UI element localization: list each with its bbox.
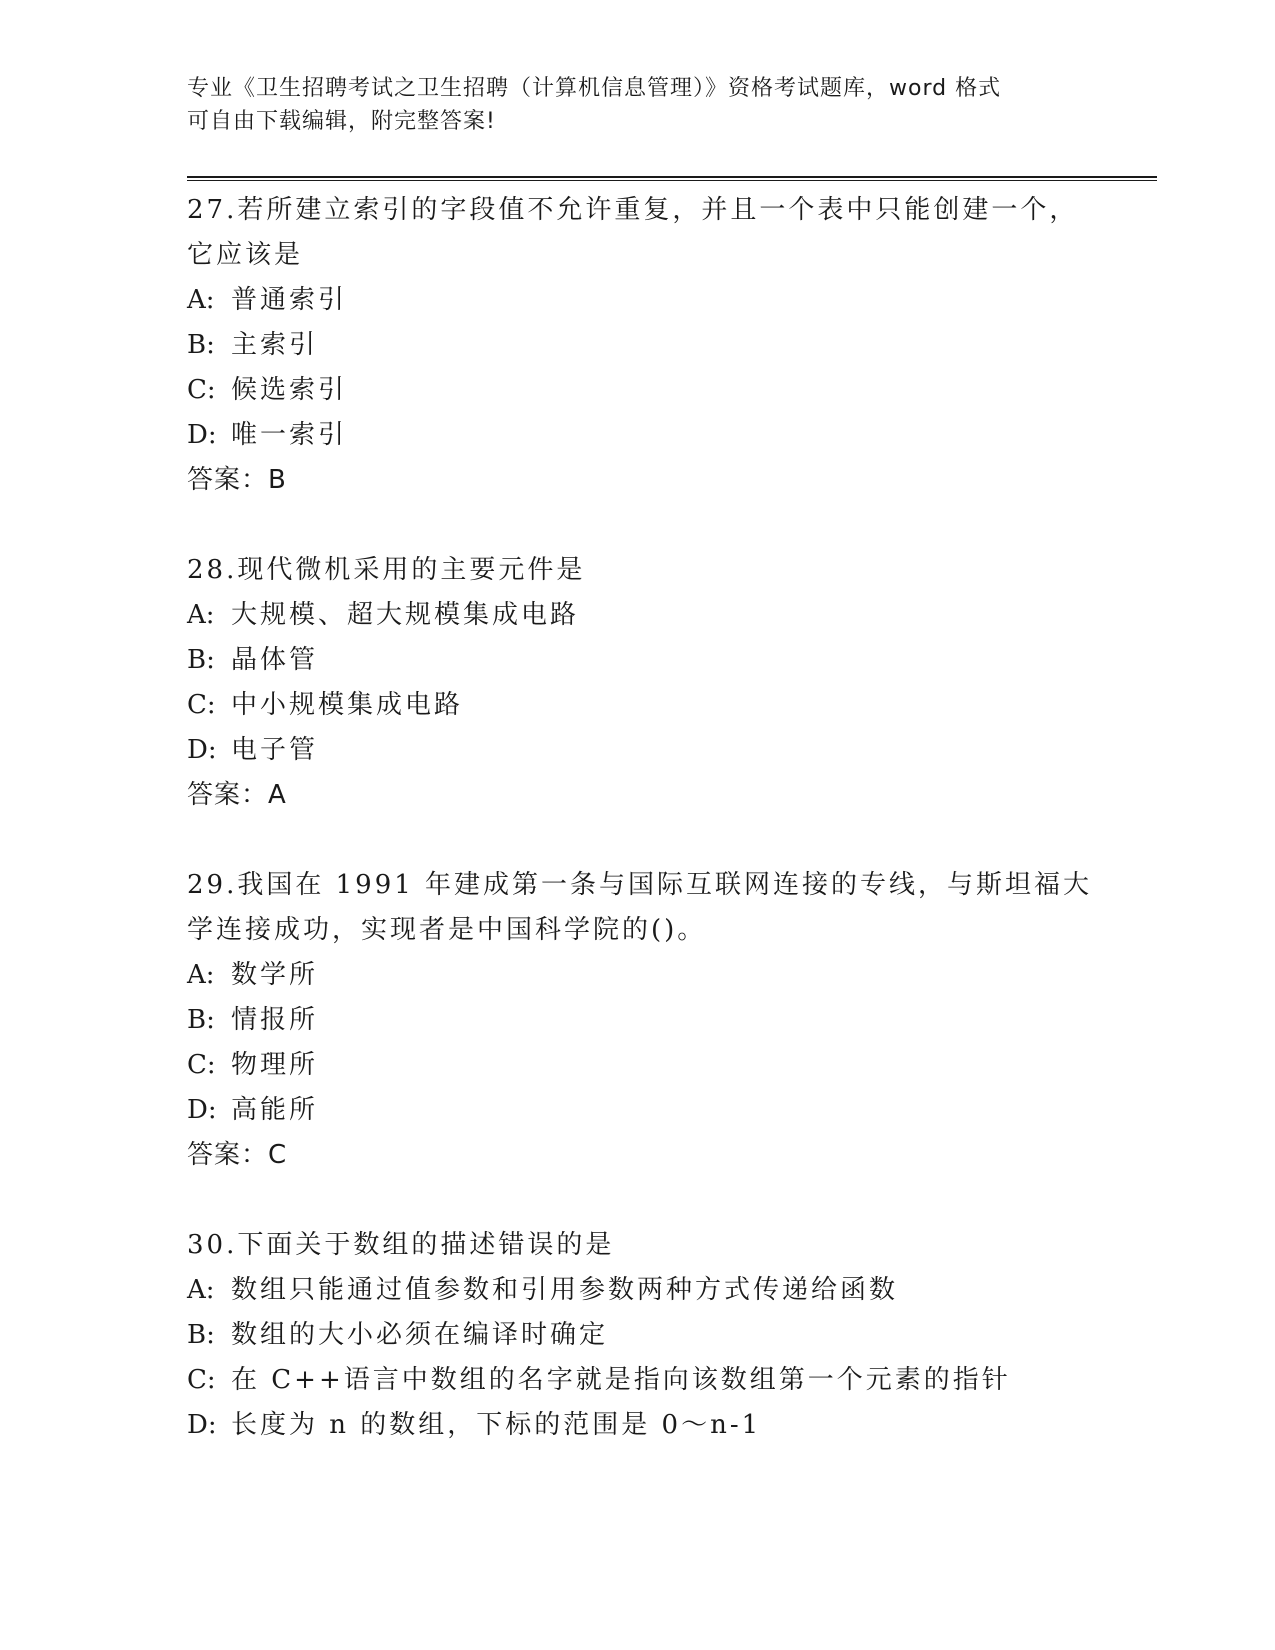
- question-27: [187, 188, 1087, 503]
- option-d: [187, 1403, 1087, 1448]
- option-text: 唯一索引: [231, 420, 348, 450]
- option-text: 普通索引: [231, 285, 348, 315]
- option-text: 情报所: [231, 1005, 319, 1035]
- option-c: [187, 368, 1087, 413]
- option-text: 数组只能通过值参数和引用参数两种方式传递给函数: [231, 1275, 899, 1305]
- option-d: [187, 413, 1087, 458]
- option-key: A:: [187, 1275, 215, 1305]
- question-30: [187, 1223, 1087, 1448]
- answer-line: 答案：A: [187, 780, 287, 810]
- option-key: C:: [187, 1365, 216, 1395]
- option-key: D:: [187, 1095, 217, 1125]
- option-text: 长度为 n 的数组，下标的范围是 0～n-1: [231, 1410, 762, 1440]
- question-text: 学连接成功，实现者是中国科学院的()。: [187, 915, 707, 945]
- option-a: [187, 953, 1087, 998]
- option-c: [187, 683, 1087, 728]
- option-key: C:: [187, 375, 216, 405]
- option-text: 电子管: [231, 735, 319, 765]
- option-b: [187, 323, 1087, 368]
- header-divider: [187, 176, 1157, 181]
- option-text: 中小规模集成电路: [231, 690, 464, 720]
- option-key: D:: [187, 420, 217, 450]
- header-line-1: 专业《卫生招聘考试之卫生招聘（计算机信息管理）》资格考试题库，word 格式: [187, 76, 1002, 101]
- option-text: 主索引: [231, 330, 319, 360]
- option-key: B:: [187, 645, 215, 675]
- question-28: [187, 548, 1087, 818]
- option-b: [187, 998, 1087, 1043]
- option-b: [187, 638, 1087, 683]
- option-text: 数学所: [231, 960, 319, 990]
- question-list: [187, 188, 1093, 1493]
- question-29: [187, 863, 1093, 1178]
- option-key: B:: [187, 330, 215, 360]
- question-text: 28.现代微机采用的主要元件是: [187, 555, 586, 585]
- option-key: A:: [187, 285, 215, 315]
- option-text: 物理所: [231, 1050, 319, 1080]
- option-text: 数组的大小必须在编译时确定: [231, 1320, 609, 1350]
- option-key: D:: [187, 735, 217, 765]
- question-text: 30.下面关于数组的描述错误的是: [187, 1230, 615, 1260]
- option-key: A:: [187, 960, 215, 990]
- question-text: 它应该是: [187, 240, 304, 270]
- option-key: C:: [187, 690, 216, 720]
- option-text: 大规模、超大规模集成电路: [231, 600, 580, 630]
- option-b: [187, 1313, 1087, 1358]
- option-text: 候选索引: [231, 375, 348, 405]
- option-c: [187, 1043, 1087, 1088]
- option-text: 在 C++语言中数组的名字就是指向该数组第一个元素的指针: [231, 1365, 1011, 1395]
- option-a: [187, 278, 1087, 323]
- option-a: [187, 1268, 1087, 1313]
- option-text: 高能所: [231, 1095, 319, 1125]
- document-header: [187, 72, 1087, 138]
- answer-line: 答案：B: [187, 465, 287, 495]
- option-d: [187, 1088, 1087, 1133]
- option-key: B:: [187, 1005, 215, 1035]
- option-key: D:: [187, 1410, 217, 1440]
- question-text: 27.若所建立索引的字段值不允许重复，并且一个表中只能创建一个，: [187, 195, 1079, 225]
- option-key: C:: [187, 1050, 216, 1080]
- question-text: 29.我国在 1991 年建成第一条与国际互联网连接的专线，与斯坦福大: [187, 870, 1093, 900]
- option-key: A:: [187, 600, 215, 630]
- answer-line: 答案：C: [187, 1140, 288, 1170]
- option-a: [187, 593, 1087, 638]
- header-line-2: 可自由下载编辑，附完整答案!: [187, 109, 496, 134]
- option-d: [187, 728, 1087, 773]
- option-text: 晶体管: [231, 645, 319, 675]
- option-key: B:: [187, 1320, 215, 1350]
- option-c: [187, 1358, 1087, 1403]
